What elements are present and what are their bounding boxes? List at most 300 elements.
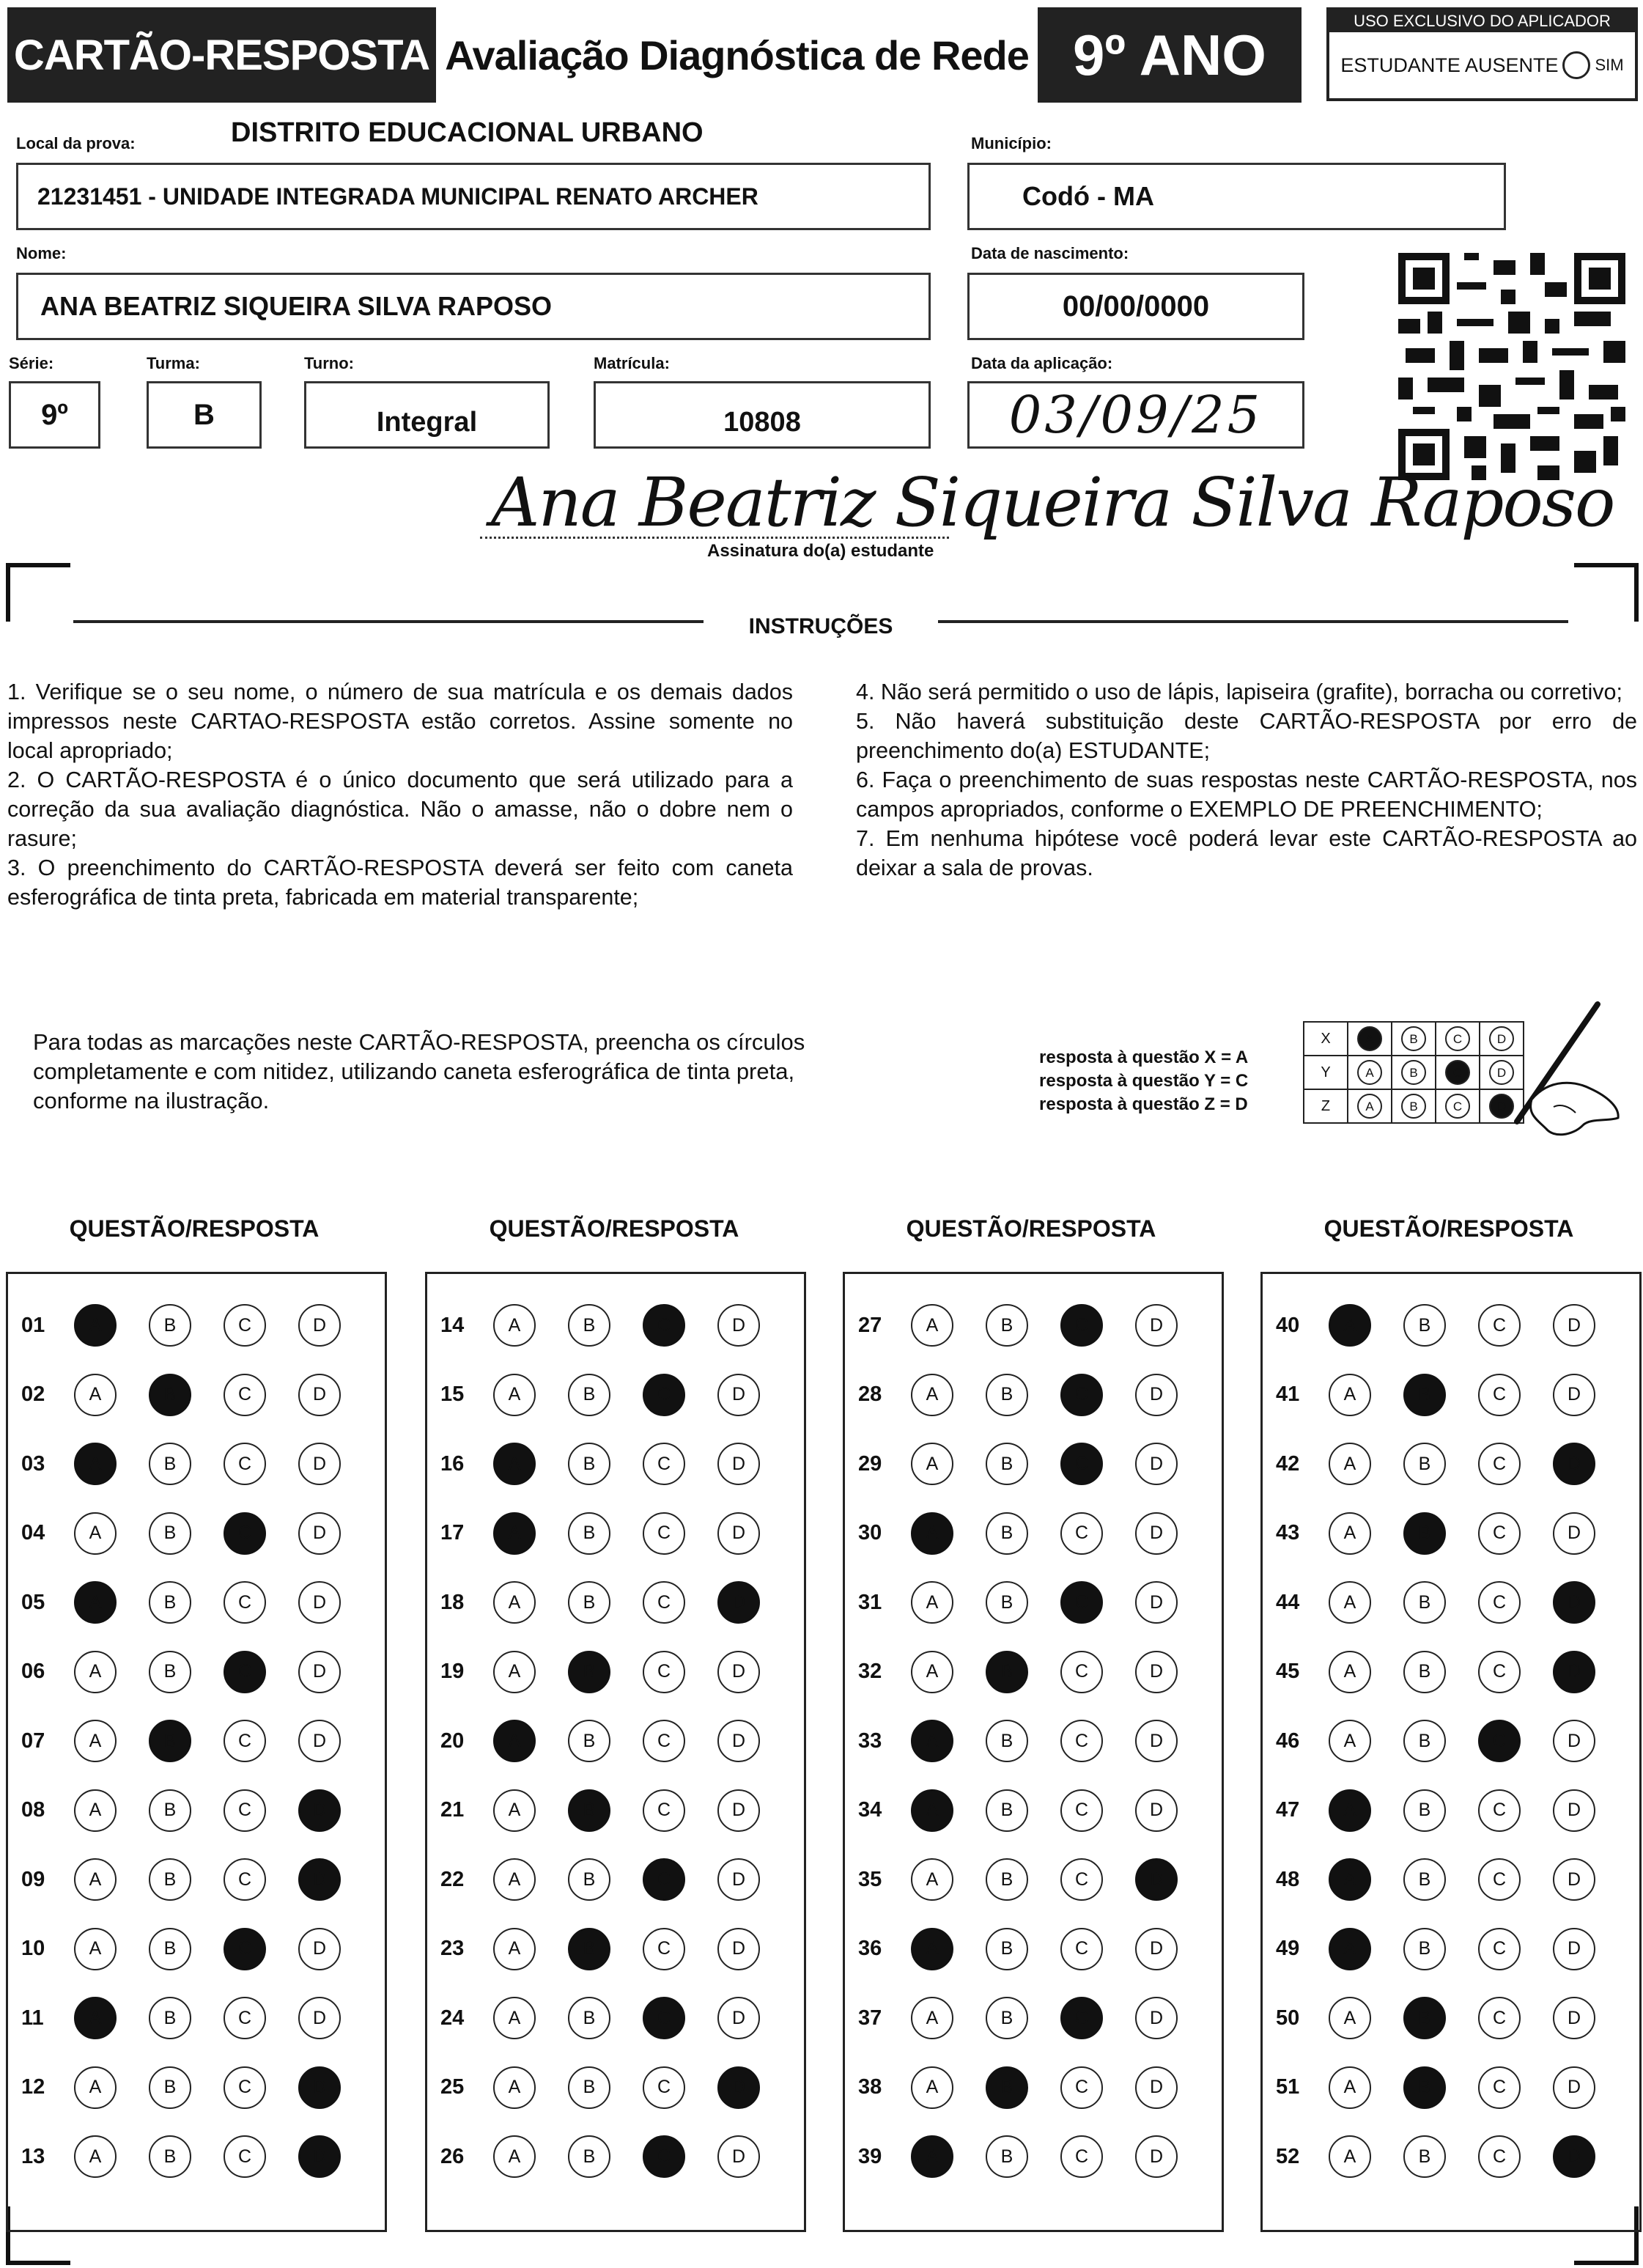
answer-bubble-b[interactable]: B (568, 1789, 610, 1832)
corner-mark-bottom-right (1574, 2261, 1639, 2265)
answer-bubble-c[interactable]: C (1060, 1858, 1103, 1901)
absent-bubble[interactable] (1562, 51, 1590, 79)
question-row (8, 1369, 385, 1421)
question-number: 07 (21, 1728, 45, 1753)
column-header-2: QUESTÃO/RESPOSTA (489, 1215, 739, 1242)
answer-bubble-d[interactable]: D (1553, 1997, 1595, 2039)
answer-bubble-b[interactable]: B (568, 1651, 610, 1693)
answer-bubble-a[interactable]: A (493, 1581, 536, 1624)
question-number: 12 (21, 2075, 45, 2099)
answer-bubble-d[interactable]: D (298, 1443, 341, 1485)
answer-bubble-a[interactable]: A (74, 1789, 117, 1832)
question-row (845, 2062, 1222, 2113)
answer-bubble-c[interactable]: C (224, 1374, 266, 1416)
answer-bubble-b[interactable]: B (1403, 2066, 1446, 2109)
answer-bubble-c[interactable]: C (643, 2135, 685, 2178)
answer-bubble-b[interactable]: B (1403, 1858, 1446, 1901)
question-row (8, 1438, 385, 1490)
answer-bubble-d[interactable]: D (1553, 1374, 1595, 1416)
answer-bubble-b[interactable]: B (568, 1928, 610, 1970)
answer-bubble-c[interactable]: C (1478, 1443, 1521, 1485)
answer-bubble-a[interactable]: A (74, 1928, 117, 1970)
answer-bubble-d[interactable]: D (298, 1789, 341, 1832)
answer-bubble-b[interactable]: B (1403, 1512, 1446, 1555)
example-bubble-b: B (1401, 1094, 1426, 1119)
question-row (1263, 1854, 1639, 1905)
serie-field: 9º (9, 381, 100, 449)
answer-bubble-b[interactable]: B (986, 1720, 1028, 1762)
application-date-label: Data da aplicação: (971, 354, 1113, 372)
answer-bubble-c[interactable]: C (1060, 1512, 1103, 1555)
answer-bubble-c[interactable]: C (1060, 1581, 1103, 1624)
answer-bubble-d[interactable]: D (1135, 1581, 1178, 1624)
answer-bubble-b[interactable]: B (1403, 1789, 1446, 1832)
question-number: 49 (1276, 1937, 1300, 1960)
answer-bubble-a[interactable]: A (493, 1928, 536, 1970)
example-bubble-d: D (1489, 1094, 1514, 1119)
answer-bubble-a[interactable]: A (1329, 1928, 1371, 1970)
answer-bubble-d[interactable]: D (298, 1928, 341, 1970)
question-row (8, 1300, 385, 1351)
column-header-3: QUESTÃO/RESPOSTA (906, 1215, 1156, 1242)
answer-bubble-b[interactable]: B (986, 1928, 1028, 1970)
answer-bubble-c[interactable]: C (643, 1997, 685, 2039)
answer-bubble-b[interactable]: B (1403, 1443, 1446, 1485)
question-row (845, 1577, 1222, 1628)
answer-bubble-c[interactable]: C (224, 1581, 266, 1624)
answer-bubble-b[interactable]: B (149, 1720, 191, 1762)
answer-bubble-b[interactable]: B (568, 1304, 610, 1347)
answer-bubble-c[interactable]: C (224, 1720, 266, 1762)
answer-bubble-a[interactable]: A (74, 1581, 117, 1624)
answer-bubble-d[interactable]: D (717, 1581, 760, 1624)
question-row (8, 2131, 385, 2182)
answer-bubble-b[interactable]: B (568, 2066, 610, 2109)
turno-label: Turno: (304, 354, 355, 372)
answer-bubble-a[interactable]: A (74, 1720, 117, 1762)
answer-bubble-d[interactable]: D (298, 1304, 341, 1347)
answer-bubble-d[interactable]: D (1135, 1512, 1178, 1555)
answer-bubble-a[interactable]: A (493, 1720, 536, 1762)
answer-bubble-d[interactable]: D (298, 1374, 341, 1416)
answer-bubble-a[interactable]: A (74, 2135, 117, 2178)
answer-bubble-b[interactable]: B (986, 1858, 1028, 1901)
answer-bubble-a[interactable]: A (911, 1581, 953, 1624)
answer-bubble-a[interactable]: A (493, 1997, 536, 2039)
question-number: 21 (440, 1798, 465, 1822)
matricula-label: Matrícula: (594, 354, 670, 372)
answer-bubble-b[interactable]: B (986, 1374, 1028, 1416)
answer-bubble-c[interactable]: C (1478, 1789, 1521, 1832)
question-row (845, 1646, 1222, 1698)
question-row (1263, 1715, 1639, 1767)
answer-bubble-a[interactable]: A (493, 1789, 536, 1832)
matricula-field: 10808 (594, 381, 931, 449)
answer-bubble-c[interactable]: C (643, 1443, 685, 1485)
question-row (845, 1438, 1222, 1490)
answer-bubble-c[interactable]: C (1478, 2135, 1521, 2178)
answer-bubble-a[interactable]: A (1329, 1374, 1371, 1416)
answer-bubble-c[interactable]: C (224, 1789, 266, 1832)
question-number: 14 (440, 1313, 465, 1337)
question-row (845, 1508, 1222, 1559)
answer-bubble-d[interactable]: D (298, 2066, 341, 2109)
answer-bubble-b[interactable]: B (986, 1997, 1028, 2039)
answer-bubble-b[interactable]: B (149, 1374, 191, 1416)
answer-bubble-b[interactable]: B (568, 1374, 610, 1416)
answer-bubble-d[interactable]: D (717, 1651, 760, 1693)
question-row (1263, 1992, 1639, 2044)
question-row (427, 1854, 804, 1905)
answer-bubble-d[interactable]: D (717, 1304, 760, 1347)
answer-bubble-a[interactable]: A (911, 1374, 953, 1416)
answer-bubble-b[interactable]: B (149, 1858, 191, 1901)
answer-bubble-a[interactable]: A (74, 1304, 117, 1347)
question-number: 11 (21, 2006, 44, 2030)
applicator-only-label: USO EXCLUSIVO DO APLICADOR (1329, 10, 1635, 32)
question-row (427, 1646, 804, 1698)
serie-label: Série: (9, 354, 54, 372)
answer-bubble-d[interactable]: D (298, 1997, 341, 2039)
answer-bubble-c[interactable]: C (224, 1443, 266, 1485)
example-legend-z: resposta à questão Z = D (1039, 1094, 1248, 1114)
answer-bubble-d[interactable]: D (717, 1720, 760, 1762)
question-row (427, 1577, 804, 1628)
question-number: 37 (858, 2006, 882, 2030)
answer-bubble-c[interactable]: C (224, 2066, 266, 2109)
answer-bubble-a[interactable]: A (1329, 1304, 1371, 1347)
answer-bubble-d[interactable]: D (1553, 1789, 1595, 1832)
answer-bubble-d[interactable]: D (717, 2135, 760, 2178)
answer-bubble-c[interactable]: C (1060, 1928, 1103, 1970)
answer-bubble-a[interactable]: A (74, 1443, 117, 1485)
question-number: 08 (21, 1798, 45, 1822)
question-number: 24 (440, 2006, 465, 2030)
answer-bubble-c[interactable]: C (224, 1928, 266, 1970)
answer-bubble-d[interactable]: D (298, 1720, 341, 1762)
answer-bubble-c[interactable]: C (1060, 1789, 1103, 1832)
answer-bubble-a[interactable]: A (911, 1651, 953, 1693)
answer-bubble-c[interactable]: C (643, 1928, 685, 1970)
answer-bubble-c[interactable]: C (1060, 2135, 1103, 2178)
instruction-1: 1. Verifique se o seu nome, o número de sua matrícula e os demais dados impressos neste CARTAO-RESPOSTA estão corretos. Assine somente no local apropriado; (7, 680, 793, 763)
answer-bubble-d[interactable]: D (1135, 1858, 1178, 1901)
answer-bubble-b[interactable]: B (1403, 1581, 1446, 1624)
answer-bubble-c[interactable]: C (643, 1374, 685, 1416)
name-field: ANA BEATRIZ SIQUEIRA SILVA RAPOSO (16, 273, 931, 340)
answer-bubble-d[interactable]: D (1553, 1443, 1595, 1485)
answer-bubble-d[interactable]: D (717, 1858, 760, 1901)
answer-bubble-d[interactable]: D (1135, 2135, 1178, 2178)
answer-bubble-a[interactable]: A (493, 2066, 536, 2109)
answer-bubble-b[interactable]: B (149, 1581, 191, 1624)
answer-bubble-b[interactable]: B (149, 1997, 191, 2039)
answer-bubble-b[interactable]: B (1403, 1651, 1446, 1693)
question-number: 23 (440, 1937, 465, 1960)
answer-bubble-c[interactable]: C (1478, 1374, 1521, 1416)
answer-bubble-c[interactable]: C (1060, 1374, 1103, 1416)
answer-bubble-c[interactable]: C (1478, 1997, 1521, 2039)
instruction-5: 5. Não haverá substituição deste CARTÃO-RESPOSTA por erro de preenchimento do(a) ESTUDANTE; (856, 709, 1637, 763)
answer-bubble-c[interactable]: C (1478, 1304, 1521, 1347)
answer-bubble-a[interactable]: A (911, 1789, 953, 1832)
answer-bubble-d[interactable]: D (717, 1443, 760, 1485)
answer-bubble-d[interactable]: D (717, 1928, 760, 1970)
answer-bubble-d[interactable]: D (717, 1789, 760, 1832)
answer-bubble-a[interactable]: A (1329, 1512, 1371, 1555)
answer-bubble-a[interactable]: A (1329, 2066, 1371, 2109)
example-row-label: X (1304, 1022, 1348, 1056)
answer-bubble-d[interactable]: D (1553, 2135, 1595, 2178)
answer-bubble-d[interactable]: D (298, 2135, 341, 2178)
answer-bubble-a[interactable]: A (1329, 2135, 1371, 2178)
answer-bubble-c[interactable]: C (643, 1512, 685, 1555)
answer-bubble-d[interactable]: D (1135, 1997, 1178, 2039)
answer-bubble-b[interactable]: B (568, 2135, 610, 2178)
answer-bubble-c[interactable]: C (1478, 1512, 1521, 1555)
column-header-1: QUESTÃO/RESPOSTA (69, 1215, 320, 1242)
answer-bubble-c[interactable]: C (224, 1997, 266, 2039)
answer-bubble-a[interactable]: A (493, 2135, 536, 2178)
answer-bubble-a[interactable]: A (911, 2135, 953, 2178)
answer-bubble-b[interactable]: B (1403, 1374, 1446, 1416)
answer-bubble-b[interactable]: B (149, 1789, 191, 1832)
answer-bubble-b[interactable]: B (986, 1651, 1028, 1693)
answer-bubble-a[interactable]: A (493, 1858, 536, 1901)
answer-bubble-d[interactable]: D (1135, 1374, 1178, 1416)
question-number: 39 (858, 2144, 882, 2168)
example-bubble-b: B (1401, 1026, 1426, 1051)
answer-bubble-b[interactable]: B (568, 1858, 610, 1901)
answer-bubble-c[interactable]: C (643, 2066, 685, 2109)
answer-bubble-d[interactable]: D (298, 1858, 341, 1901)
answer-bubble-b[interactable]: B (568, 1997, 610, 2039)
answer-bubble-c[interactable]: C (1478, 1858, 1521, 1901)
question-number: 05 (21, 1590, 45, 1614)
answer-bubble-b[interactable]: B (149, 1928, 191, 1970)
answer-bubble-c[interactable]: C (224, 1651, 266, 1693)
answer-bubble-d[interactable]: D (717, 2066, 760, 2109)
answer-bubble-a[interactable]: A (1329, 1581, 1371, 1624)
question-number: 44 (1276, 1590, 1300, 1614)
answer-bubble-b[interactable]: B (1403, 1928, 1446, 1970)
question-row (8, 1508, 385, 1559)
answer-bubble-a[interactable]: A (1329, 1858, 1371, 1901)
answer-bubble-a[interactable]: A (74, 1997, 117, 2039)
answer-bubble-c[interactable]: C (1060, 1720, 1103, 1762)
local-label: Local da prova: (16, 134, 136, 152)
answer-bubble-c[interactable]: C (643, 1720, 685, 1762)
question-number: 38 (858, 2075, 882, 2099)
answer-bubble-c[interactable]: C (1060, 1304, 1103, 1347)
answer-bubble-a[interactable]: A (1329, 1789, 1371, 1832)
example-bubble-c: C (1445, 1060, 1470, 1085)
answer-bubble-b[interactable]: B (986, 1304, 1028, 1347)
question-row (1263, 1438, 1639, 1490)
answer-bubble-a[interactable]: A (911, 1512, 953, 1555)
answer-bubble-c[interactable]: C (1478, 1720, 1521, 1762)
answer-bubble-a[interactable]: A (911, 1997, 953, 2039)
answer-bubble-c[interactable]: C (224, 1858, 266, 1901)
answer-bubble-b[interactable]: B (986, 2066, 1028, 2109)
question-number: 28 (858, 1382, 882, 1406)
answer-bubble-a[interactable]: A (493, 1304, 536, 1347)
answer-bubble-c[interactable]: C (643, 1789, 685, 1832)
answer-bubble-a[interactable]: A (493, 1512, 536, 1555)
answer-bubble-b[interactable]: B (986, 1789, 1028, 1832)
answer-bubble-c[interactable]: C (643, 1304, 685, 1347)
answer-bubble-a[interactable]: A (493, 1443, 536, 1485)
answer-bubble-d[interactable]: D (1135, 1789, 1178, 1832)
question-number: 32 (858, 1660, 882, 1683)
answer-bubble-d[interactable]: D (717, 1374, 760, 1416)
answer-bubble-a[interactable]: A (1329, 1720, 1371, 1762)
answer-bubble-a[interactable]: A (74, 1374, 117, 1416)
answer-bubble-c[interactable]: C (1478, 1581, 1521, 1624)
answer-bubble-b[interactable]: B (568, 1581, 610, 1624)
question-number: 40 (1276, 1313, 1300, 1337)
example-cell (1348, 1022, 1392, 1056)
answer-bubble-c[interactable]: C (224, 1304, 266, 1347)
answer-bubble-d[interactable]: D (298, 1651, 341, 1693)
answer-bubble-d[interactable]: D (298, 1581, 341, 1624)
answer-bubble-b[interactable]: B (1403, 1997, 1446, 2039)
answer-bubble-b[interactable]: B (568, 1443, 610, 1485)
question-number: 48 (1276, 1867, 1300, 1891)
answer-bubble-b[interactable]: B (986, 1443, 1028, 1485)
example-legend (1039, 1046, 1248, 1116)
question-number: 47 (1276, 1798, 1300, 1822)
answer-bubble-b[interactable]: B (149, 1512, 191, 1555)
example-cell (1348, 1056, 1392, 1089)
answer-bubble-b[interactable]: B (986, 2135, 1028, 2178)
answer-bubble-d[interactable]: D (298, 1512, 341, 1555)
answer-bubble-a[interactable]: A (1329, 1651, 1371, 1693)
question-row (427, 1923, 804, 1975)
answer-bubble-a[interactable]: A (911, 2066, 953, 2109)
answer-bubble-b[interactable]: B (568, 1720, 610, 1762)
answer-bubble-b[interactable]: B (568, 1512, 610, 1555)
answer-bubble-a[interactable]: A (74, 1858, 117, 1901)
answer-bubble-d[interactable]: D (1135, 1651, 1178, 1693)
answer-bubble-b[interactable]: B (149, 1651, 191, 1693)
instructions-left (7, 677, 793, 912)
answer-bubble-c[interactable]: C (1060, 2066, 1103, 2109)
question-row (8, 1854, 385, 1905)
answer-bubble-a[interactable]: A (493, 1651, 536, 1693)
answer-bubble-a[interactable]: A (74, 1512, 117, 1555)
answer-bubble-c[interactable]: C (1478, 2066, 1521, 2109)
answer-bubble-c[interactable]: C (643, 1651, 685, 1693)
answer-bubble-a[interactable]: A (911, 1928, 953, 1970)
answer-bubble-d[interactable]: D (1135, 2066, 1178, 2109)
answer-bubble-a[interactable]: A (911, 1443, 953, 1485)
answer-bubble-a[interactable]: A (74, 1651, 117, 1693)
answer-bubble-d[interactable]: D (1553, 1720, 1595, 1762)
question-row (845, 2131, 1222, 2182)
answer-bubble-d[interactable]: D (1553, 2066, 1595, 2109)
answer-bubble-a[interactable]: A (911, 1858, 953, 1901)
example-row-label: Y (1304, 1056, 1348, 1089)
instructions-right (856, 677, 1637, 883)
answer-bubble-c[interactable]: C (224, 2135, 266, 2178)
instruction-6: 6. Faça o preenchimento de suas respostas neste CARTÃO-RESPOSTA, nos campos apropriados, conforme o EXEMPLO DE PREENCHIMENTO; (856, 767, 1637, 822)
answer-bubble-b[interactable]: B (986, 1581, 1028, 1624)
answer-bubble-c[interactable]: C (1060, 1443, 1103, 1485)
question-number: 19 (440, 1660, 465, 1683)
answer-bubble-d[interactable]: D (1553, 1928, 1595, 1970)
answer-bubble-d[interactable]: D (1553, 1512, 1595, 1555)
answer-bubble-d[interactable]: D (717, 1512, 760, 1555)
answer-bubble-c[interactable]: C (643, 1581, 685, 1624)
instructions-title: INSTRUÇÕES (748, 614, 893, 638)
answer-bubble-c[interactable]: C (1478, 1928, 1521, 1970)
question-row (1263, 1300, 1639, 1351)
answer-bubble-c[interactable]: C (1060, 1997, 1103, 2039)
answer-bubble-d[interactable]: D (1553, 1581, 1595, 1624)
corner-mark-bottom-left (6, 2261, 70, 2265)
answer-bubble-a[interactable]: A (911, 1304, 953, 1347)
answer-bubble-d[interactable]: D (717, 1997, 760, 2039)
answer-bubble-b[interactable]: B (1403, 2135, 1446, 2178)
absent-label: ESTUDANTE AUSENTE (1340, 54, 1559, 76)
answer-bubble-b[interactable]: B (1403, 1720, 1446, 1762)
answer-bubble-c[interactable]: C (643, 1858, 685, 1901)
answer-bubble-b[interactable]: B (149, 1304, 191, 1347)
answer-panel-1 (6, 1272, 387, 2232)
question-number: 52 (1276, 2144, 1300, 2168)
answer-bubble-d[interactable]: D (1553, 1651, 1595, 1693)
question-row (427, 2062, 804, 2113)
answer-panel-2 (425, 1272, 806, 2232)
answer-bubble-d[interactable]: D (1135, 1443, 1178, 1485)
question-row (8, 1577, 385, 1628)
answer-bubble-d[interactable]: D (1135, 1304, 1178, 1347)
question-row (427, 1508, 804, 1559)
answer-bubble-a[interactable]: A (1329, 1997, 1371, 2039)
answer-bubble-b[interactable]: B (149, 2066, 191, 2109)
question-number: 46 (1276, 1728, 1300, 1753)
answer-bubble-b[interactable]: B (149, 1443, 191, 1485)
answer-bubble-d[interactable]: D (1135, 1928, 1178, 1970)
answer-bubble-c[interactable]: C (1478, 1651, 1521, 1693)
answer-bubble-d[interactable]: D (1553, 1304, 1595, 1347)
answer-bubble-d[interactable]: D (1553, 1858, 1595, 1901)
example-bubble-c: C (1445, 1094, 1470, 1119)
answer-bubble-a[interactable]: A (911, 1720, 953, 1762)
answer-bubble-c[interactable]: C (224, 1512, 266, 1555)
example-bubble-a: A (1357, 1060, 1382, 1085)
answer-bubble-d[interactable]: D (1135, 1720, 1178, 1762)
birth-field: 00/00/0000 (967, 273, 1304, 340)
question-number: 22 (440, 1867, 465, 1891)
qr-code-icon (1398, 253, 1625, 480)
student-signature: Ana Beatriz Siqueira Silva Raposo (491, 463, 1614, 542)
example-cell (1436, 1056, 1480, 1089)
question-number: 26 (440, 2144, 465, 2168)
answer-bubble-b[interactable]: B (1403, 1304, 1446, 1347)
example-bubble-a: A (1357, 1094, 1382, 1119)
question-row (8, 2062, 385, 2113)
answer-bubble-c[interactable]: C (1060, 1651, 1103, 1693)
answer-bubble-b[interactable]: B (986, 1512, 1028, 1555)
answer-bubble-a[interactable]: A (1329, 1443, 1371, 1485)
question-row (845, 1992, 1222, 2044)
answer-bubble-a[interactable]: A (493, 1374, 536, 1416)
answer-bubble-a[interactable]: A (74, 2066, 117, 2109)
answer-bubble-b[interactable]: B (149, 2135, 191, 2178)
instruction-4: 4. Não será permitido o uso de lápis, lapiseira (grafite), borracha ou corretivo; (856, 680, 1622, 704)
